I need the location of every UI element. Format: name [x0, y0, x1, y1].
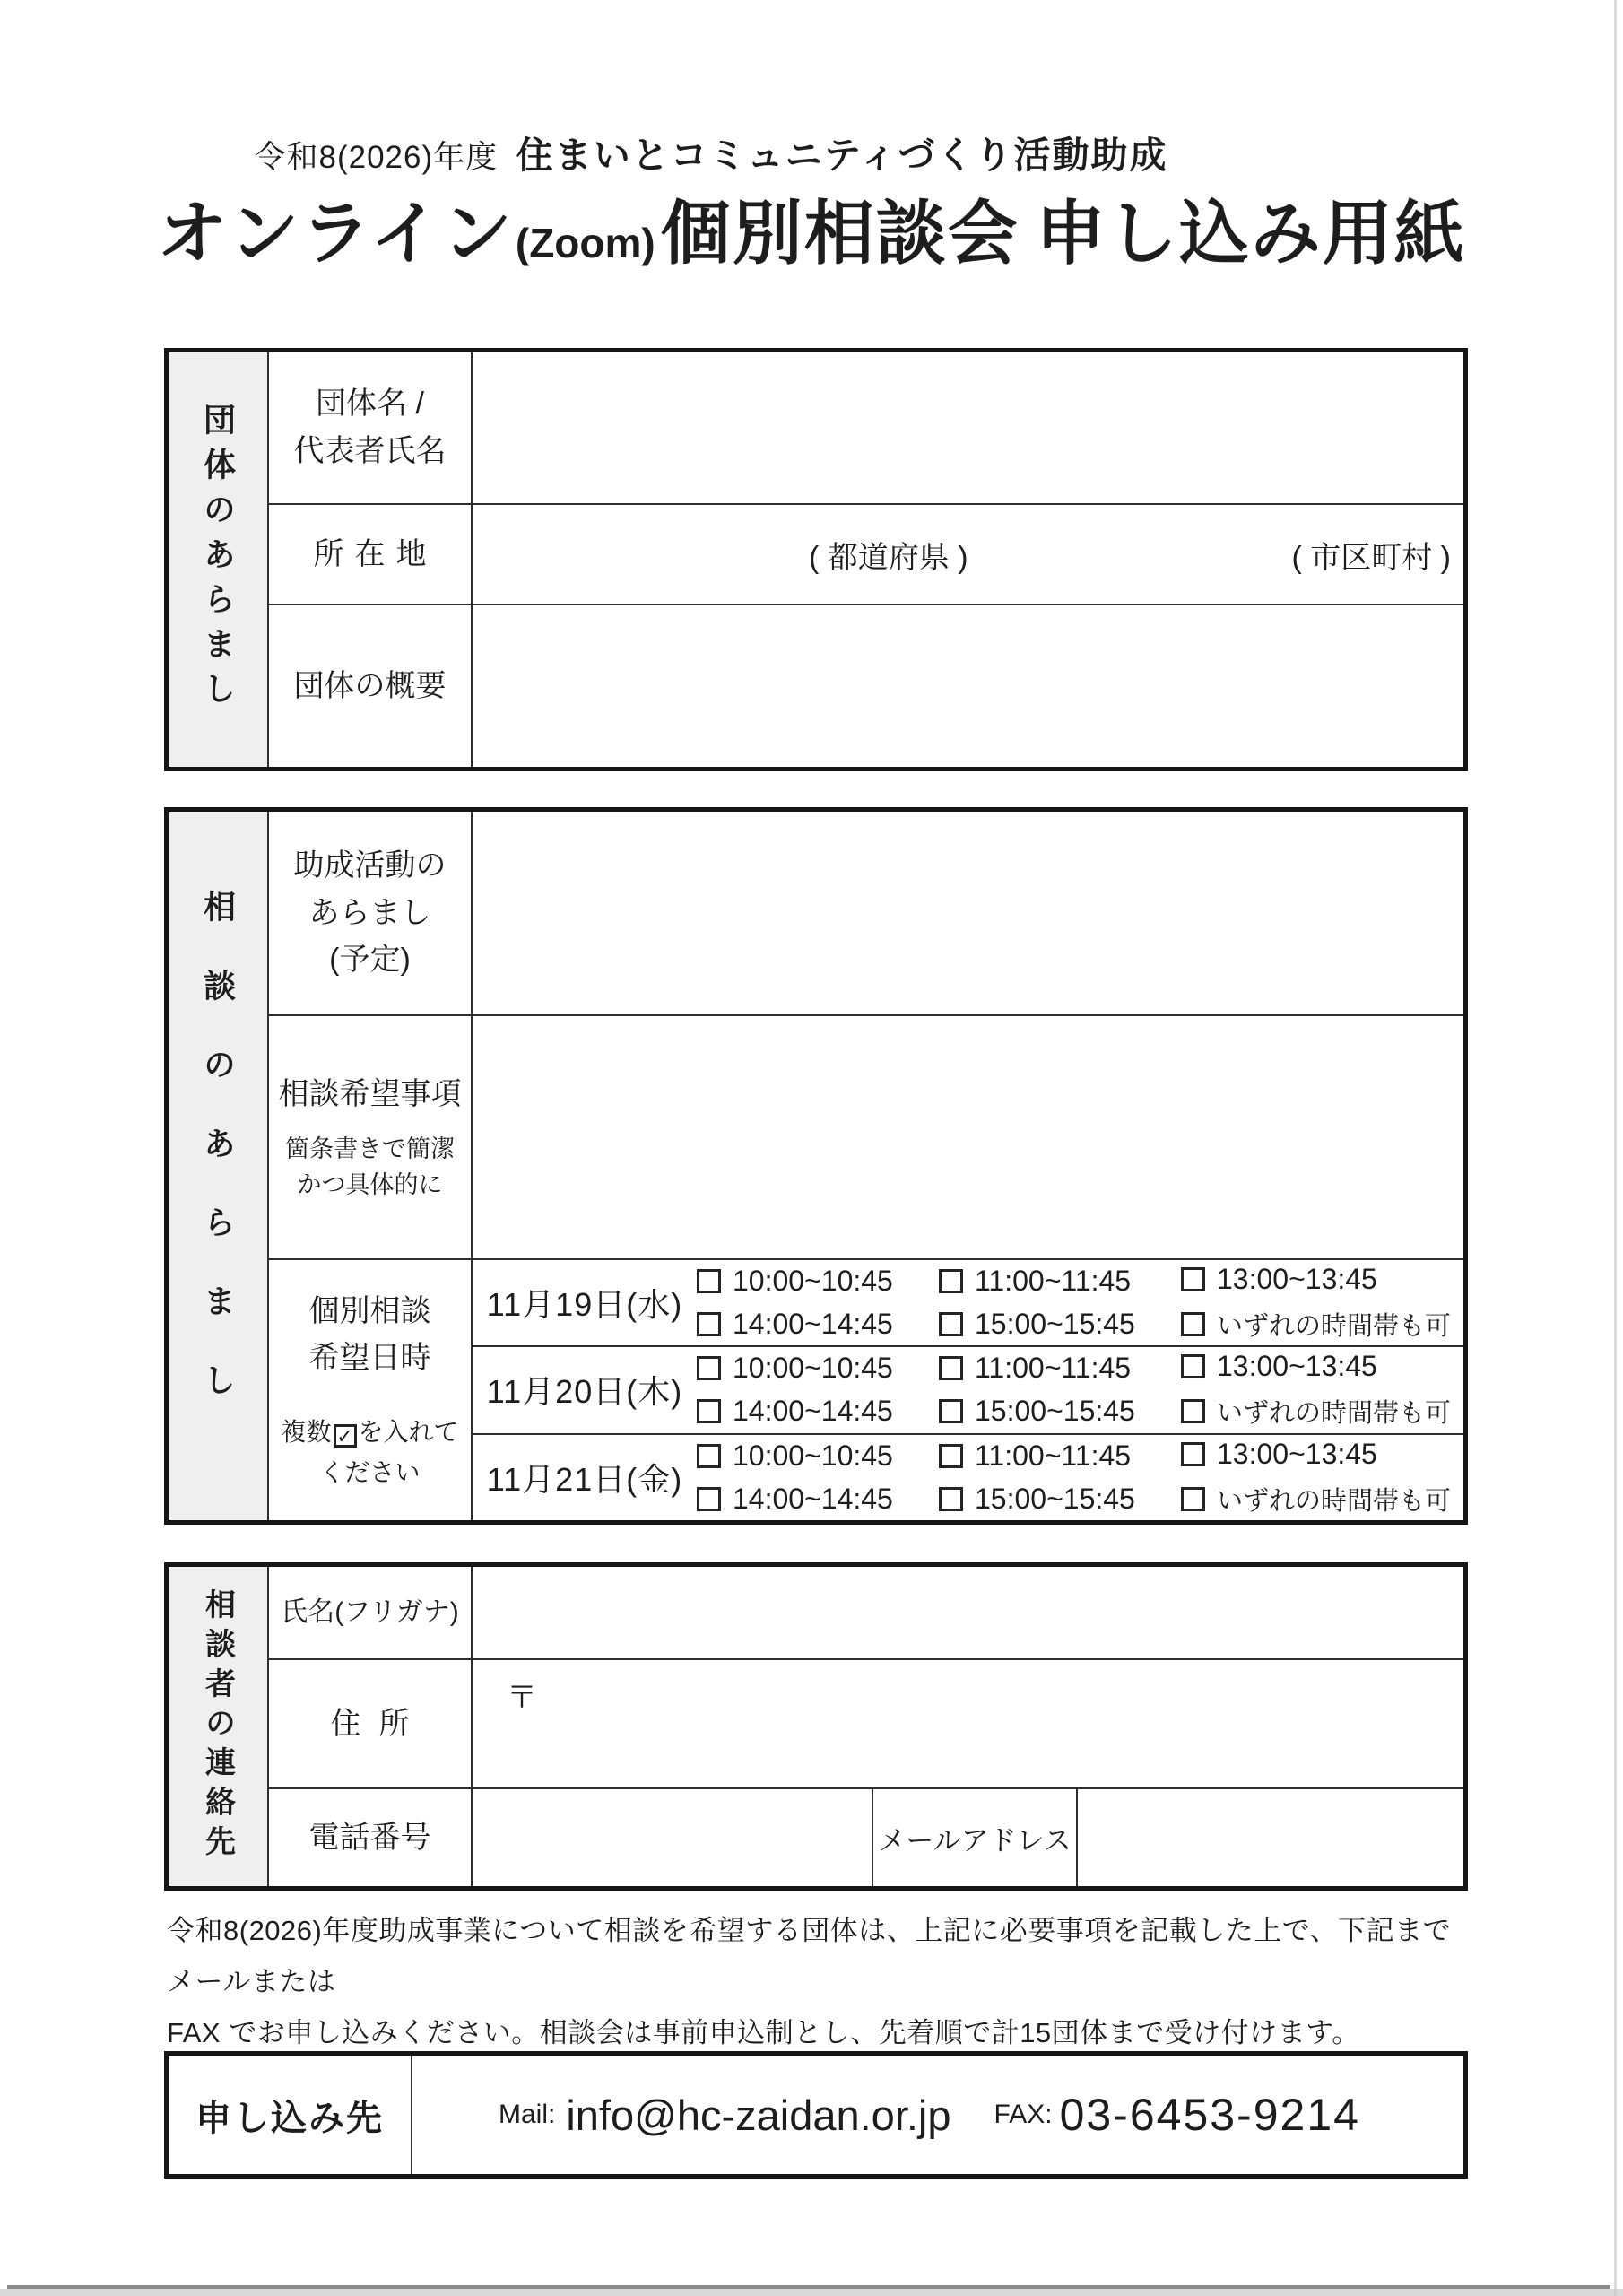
time-slot: 13:00~13:45 [1181, 1350, 1463, 1383]
organization-overview-table [164, 348, 1468, 771]
apply-destination-box [164, 2051, 1468, 2179]
prefecture-hint: ( 都道府県 ) [809, 540, 968, 575]
organization-name-label: 団体名 / 代表者氏名 [269, 352, 473, 503]
time-slot: いずれの時間帯も可 [1181, 1393, 1463, 1430]
postal-mark: 〒 [507, 1681, 537, 1715]
row-consultation-topics [269, 1016, 1463, 1260]
mail-address-value: info@hc-zaidan.or.jp [566, 2091, 951, 2139]
time-slot-checkbox[interactable] [697, 1312, 721, 1336]
category-label-organization: 団体のあらまし [199, 403, 237, 717]
row-location [269, 505, 1463, 605]
consultation-topics-note: 箇条書きで簡潔 かつ具体的に [285, 1135, 455, 1199]
category-label-contact: 相談者の連絡先 [200, 1588, 235, 1865]
time-slot-checkbox[interactable] [697, 1444, 721, 1468]
time-slot: 15:00~15:45 [939, 1395, 1181, 1428]
time-slot: 10:00~10:45 [697, 1439, 939, 1473]
time-slot: 11:00~11:45 [939, 1439, 1181, 1473]
time-slot: 14:00~14:45 [697, 1308, 939, 1341]
contact-info-table [164, 1562, 1468, 1891]
instructions-line2: FAX でお申し込みください。相談会は事前申込制とし、先着順で計15団体まで受け付けます。 [167, 2017, 1360, 2048]
form-title [0, 178, 1623, 278]
category-strip-consultation [169, 812, 269, 1520]
time-slot-checkbox[interactable] [697, 1269, 721, 1293]
consultation-topics-field[interactable] [473, 1016, 1463, 1258]
multiple-check-note: 複数 ✓ を入れて ください [281, 1417, 459, 1486]
row-organization-name [269, 352, 1463, 505]
row-grant-activity [269, 812, 1463, 1016]
date-row-nov20 [473, 1347, 1463, 1434]
time-slot-checkbox[interactable] [939, 1399, 963, 1423]
fax-number-value: 03-6453-9214 [1059, 2090, 1360, 2140]
time-slot: 14:00~14:45 [697, 1483, 939, 1516]
date-label-nov21: 11月21日(金) [486, 1460, 683, 1498]
date-row-nov21 [473, 1435, 1463, 1520]
grant-activity-field[interactable] [473, 812, 1463, 1014]
time-slot-checkbox[interactable] [1181, 1399, 1205, 1423]
apply-destination-label: 申し込み先 [169, 2056, 412, 2174]
time-slot-checkbox[interactable] [939, 1312, 963, 1336]
time-slot: 11:00~11:45 [939, 1352, 1181, 1385]
date-label-nov19: 11月19日(水) [486, 1286, 683, 1324]
row-name [269, 1567, 1463, 1660]
name-field[interactable] [473, 1567, 1463, 1658]
title-zoom: (Zoom) [515, 220, 655, 266]
preferred-schedule-label: 個別相談 希望日時 複数 ✓ を入れて ください [269, 1260, 473, 1520]
row-organization-summary [269, 605, 1463, 767]
form-subtitle [0, 126, 1623, 178]
time-slot-checkbox[interactable] [939, 1487, 963, 1511]
scan-edge-artifact [7, 2285, 1610, 2289]
scan-edge-artifact [1614, 0, 1617, 2296]
location-field[interactable] [473, 505, 1463, 604]
title-application-sheet: 申し込み用紙 [1035, 194, 1466, 273]
time-slot-checkbox[interactable] [939, 1269, 963, 1293]
time-slot-checkbox[interactable] [939, 1356, 963, 1380]
time-slot: 11:00~11:45 [939, 1265, 1181, 1298]
program-name-label: 住まいとコミュニティづくり活動助成 [516, 135, 1168, 176]
time-slot: 14:00~14:45 [697, 1395, 939, 1428]
name-furigana-label: 氏名(フリガナ) [269, 1567, 473, 1658]
address-label: 住所 [269, 1660, 473, 1787]
title-online: オンライン [157, 194, 514, 273]
fiscal-year-label: 令和8(2026)年度 [254, 140, 499, 175]
time-slot-checkbox[interactable] [1181, 1442, 1205, 1466]
time-slot-checkbox[interactable] [1181, 1354, 1205, 1378]
organization-name-field[interactable] [473, 352, 1463, 503]
grant-activity-label: 助成活動の あらまし (予定) [269, 812, 473, 1014]
consultation-topics-label: 相談希望事項 箇条書きで簡潔 かつ具体的に [269, 1016, 473, 1258]
instructions-line1: 令和8(2026)年度助成事業について相談を希望する団体は、上記に必要事項を記載した上で、下記までメールまたは [167, 1915, 1452, 1997]
time-slot: 13:00~13:45 [1181, 1438, 1463, 1471]
time-slot: 13:00~13:45 [1181, 1263, 1463, 1296]
scan-edge-artifact [0, 2289, 1623, 2296]
category-strip-organization [169, 352, 269, 767]
row-preferred-schedule [269, 1260, 1463, 1520]
location-label: 所在地 [269, 505, 473, 604]
time-slot-checkbox[interactable] [1181, 1312, 1205, 1336]
time-slot-checkbox[interactable] [697, 1487, 721, 1511]
mail-prefix-label: Mail: [499, 2100, 556, 2129]
time-slot: 10:00~10:45 [697, 1265, 939, 1298]
time-slot: 10:00~10:45 [697, 1352, 939, 1385]
category-label-consultation: 相談のあらまし [199, 890, 237, 1442]
date-row-nov19 [473, 1260, 1463, 1347]
municipality-hint: ( 市区町村 ) [1291, 540, 1451, 575]
row-address [269, 1660, 1463, 1789]
time-slot: いずれの時間帯も可 [1181, 1481, 1463, 1518]
email-label: メールアドレス [873, 1789, 1078, 1886]
category-strip-contact [169, 1567, 269, 1886]
time-slot-checkbox[interactable] [697, 1356, 721, 1380]
phone-field[interactable] [473, 1789, 873, 1886]
time-slot-checkbox[interactable] [939, 1444, 963, 1468]
phone-label: 電話番号 [269, 1789, 473, 1886]
email-field[interactable] [1078, 1789, 1463, 1886]
time-slot-checkbox[interactable] [1181, 1487, 1205, 1511]
address-field[interactable] [473, 1660, 1463, 1787]
time-slot-checkbox[interactable] [1181, 1267, 1205, 1292]
fax-prefix-label: FAX: [994, 2100, 1053, 2129]
organization-summary-field[interactable] [473, 605, 1463, 767]
organization-summary-label: 団体の概要 [269, 605, 473, 767]
row-phone-email [269, 1789, 1463, 1886]
consultation-overview-table [164, 807, 1468, 1525]
time-slot: 15:00~15:45 [939, 1483, 1181, 1516]
title-consultation: 個別相談会 [660, 194, 1020, 273]
date-label-nov20: 11月20日(木) [486, 1373, 683, 1411]
time-slot: いずれの時間帯も可 [1181, 1306, 1463, 1343]
time-slot-checkbox[interactable] [697, 1399, 721, 1423]
time-slot: 15:00~15:45 [939, 1308, 1181, 1341]
checked-checkbox-icon: ✓ [334, 1424, 357, 1448]
instructions-paragraph [167, 1905, 1469, 2058]
